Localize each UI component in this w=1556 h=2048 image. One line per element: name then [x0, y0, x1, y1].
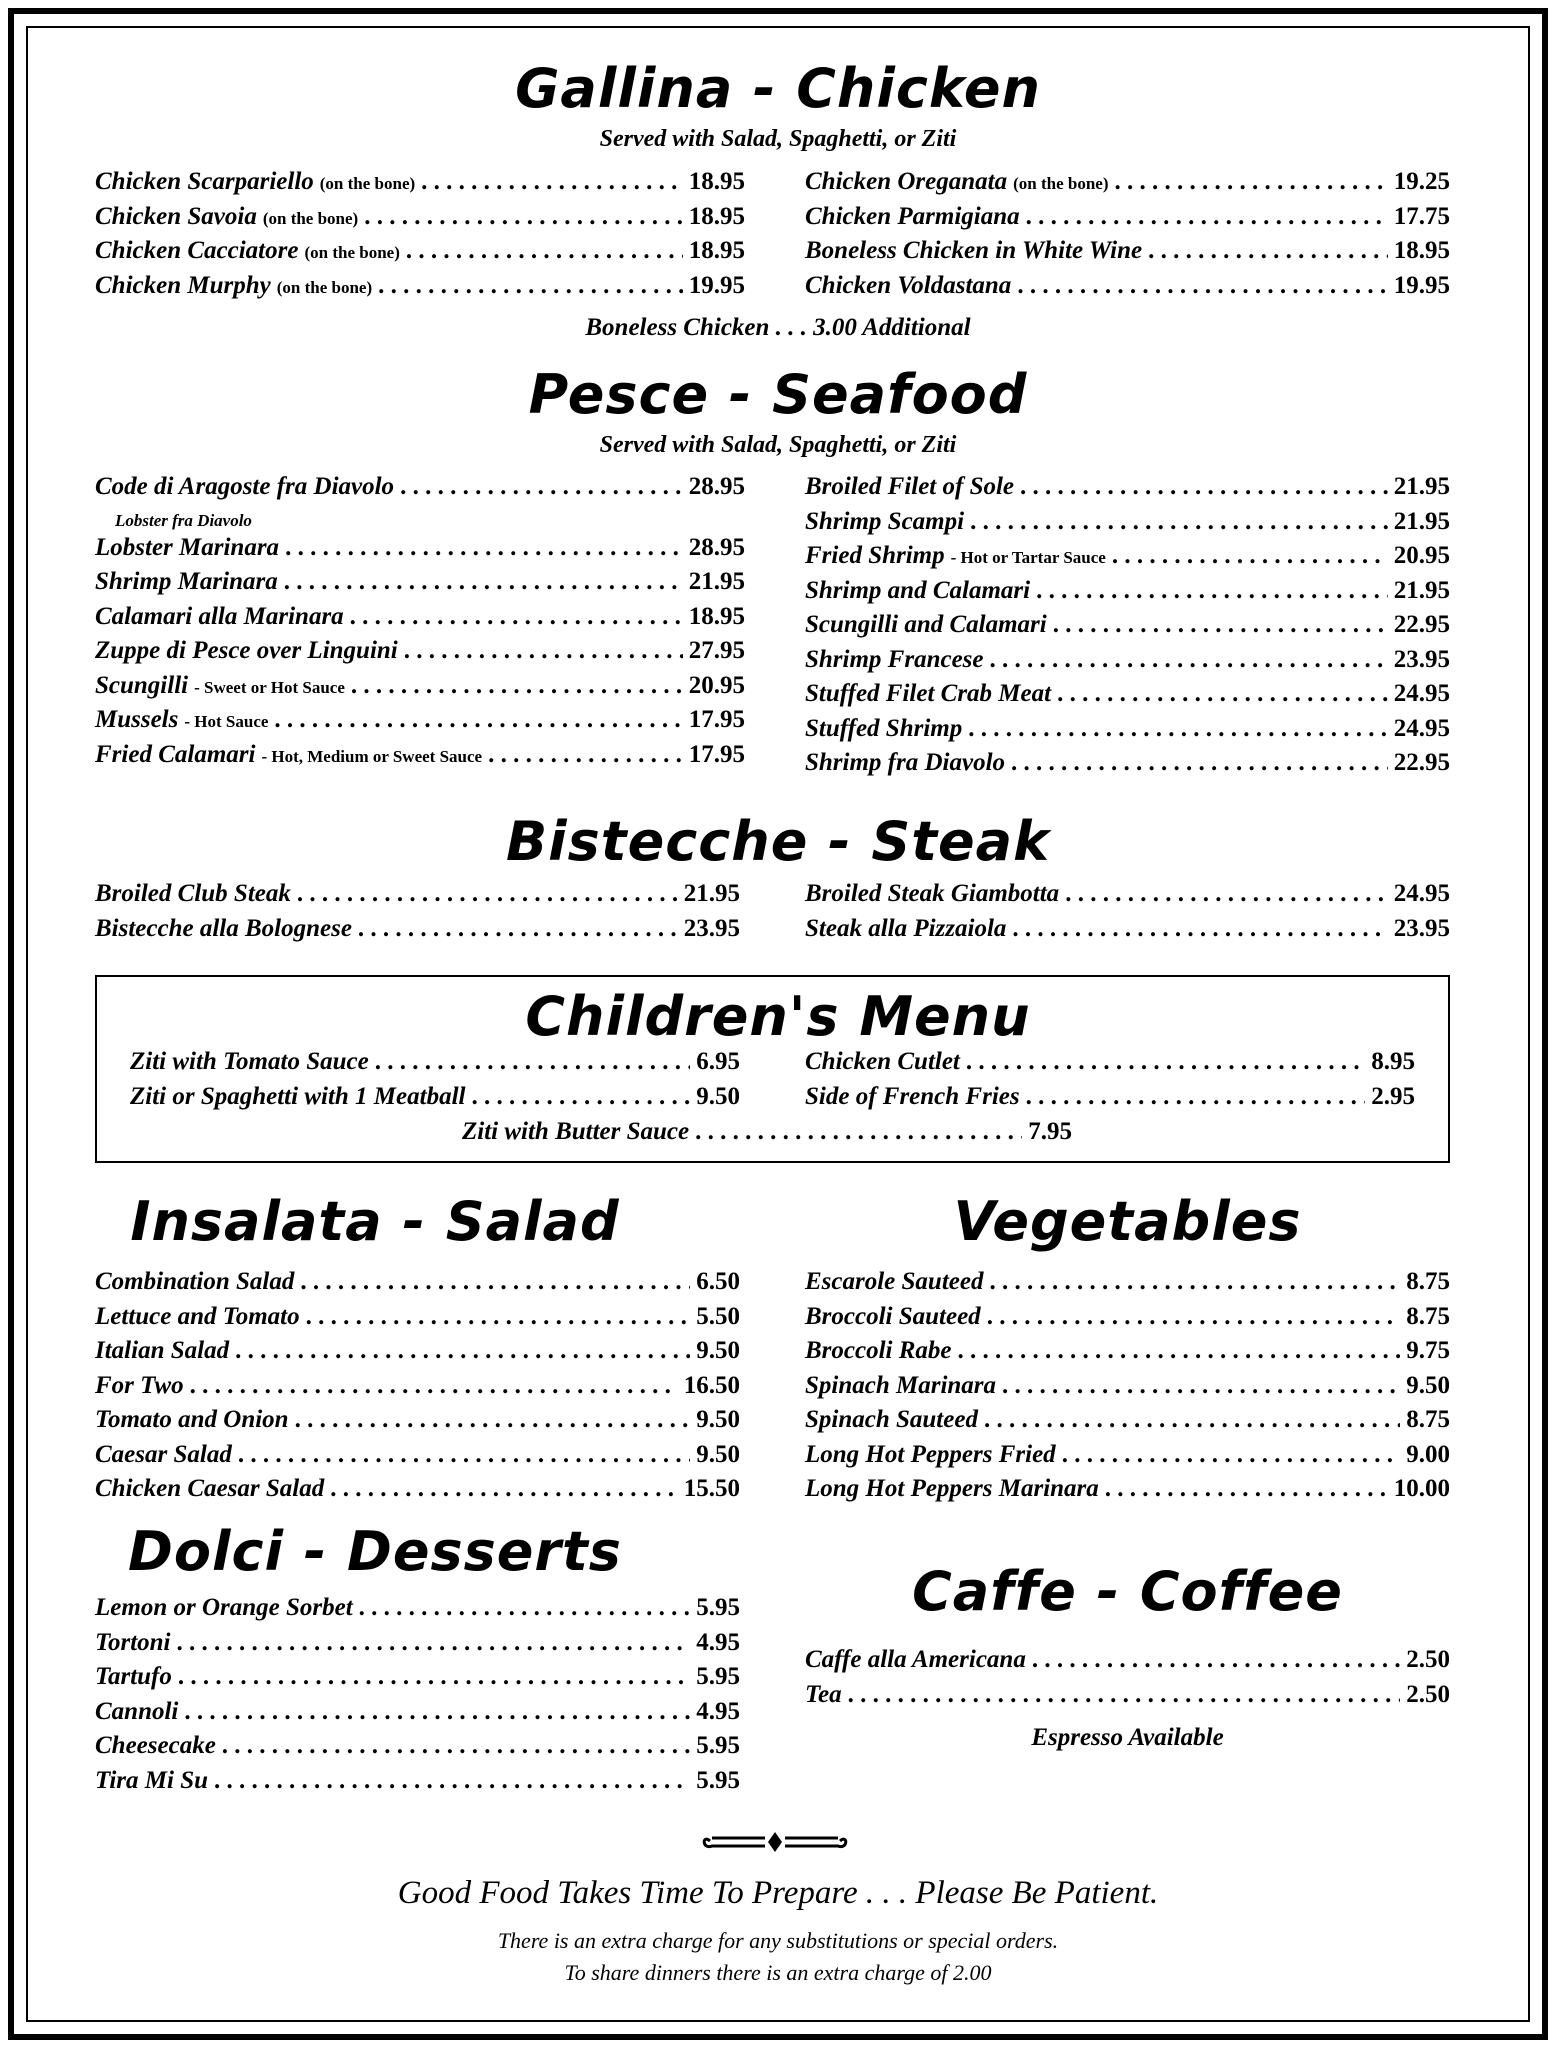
menu-item-note: (on the bone) [262, 208, 359, 228]
menu-item [95, 1767, 740, 1802]
menu-item [95, 741, 745, 776]
dot-leader [406, 237, 683, 265]
menu-item-name: Shrimp and Calamari [805, 576, 1031, 604]
dot-leader [1032, 1646, 1400, 1674]
dot-leader [1020, 473, 1388, 501]
dot-leader [1057, 680, 1388, 708]
dot-leader [238, 1441, 690, 1469]
menu-item-name: Calamari alla Marinara [95, 602, 344, 630]
menu-item-price: 23.95 [1393, 645, 1450, 673]
menu-item [805, 508, 1450, 543]
menu-item-price: 10.00 [1393, 1475, 1450, 1502]
childrens-center-list [462, 1118, 1072, 1153]
menu-item-name: Chicken Murphy [95, 271, 271, 299]
substitution-note: There is an extra charge for any substitutions or special orders. [497, 1928, 1059, 1953]
menu-item-price: 21.95 [1393, 507, 1450, 535]
menu-item-name: Chicken Caesar Salad [95, 1475, 325, 1502]
dot-leader [1011, 749, 1388, 777]
menu-item-name: Scungilli and Calamari [805, 611, 1047, 638]
dot-leader [364, 203, 683, 231]
dot-leader [968, 715, 1388, 743]
dot-leader [1036, 577, 1388, 605]
chicken-served-note: Served with Salad, Spaghetti, or Ziti [599, 126, 957, 152]
menu-item-name: Shrimp Francese [805, 645, 984, 673]
menu-item-price: 9.50 [696, 1337, 740, 1364]
menu-item-price: 23.95 [1393, 914, 1450, 942]
menu-item [805, 473, 1450, 508]
salad-heading: Insalata - Salad [130, 1190, 620, 1253]
menu-item [95, 915, 740, 950]
menu-item [805, 1681, 1450, 1716]
menu-item-name: Chicken Voldastana [805, 271, 1012, 299]
menu-item-price: 9.50 [696, 1406, 740, 1433]
flourish-ornament-icon [700, 1826, 850, 1856]
sharing-note: To share dinners there is an extra charge of 2.00 [564, 1960, 992, 1985]
menu-item-note: - Hot Sauce [184, 712, 269, 731]
dot-leader [966, 1048, 1365, 1076]
menu-item [805, 577, 1450, 612]
dot-leader [222, 1732, 690, 1760]
menu-item-price: 8.75 [1406, 1406, 1450, 1433]
dot-leader [285, 534, 683, 562]
desserts-list [95, 1594, 740, 1801]
menu-item-name: Fried Calamari [95, 740, 256, 768]
menu-item-name: Boneless Chicken in White Wine [805, 237, 1143, 264]
menu-item-subline: Lobster fra Diavolo [115, 510, 252, 530]
menu-item-note: (on the bone) [319, 174, 416, 193]
menu-item-price: 18.95 [1393, 237, 1450, 264]
menu-item [95, 1406, 740, 1441]
salad-list [95, 1268, 740, 1510]
menu-item [805, 915, 1450, 950]
dot-leader [190, 1372, 678, 1400]
menu-item-price: 17.75 [1393, 202, 1450, 230]
dot-leader [375, 1048, 691, 1076]
dot-leader [471, 1083, 690, 1111]
menu-item [95, 603, 745, 638]
menu-item-note: - Sweet or Hot Sauce [194, 677, 345, 697]
menu-item [95, 203, 745, 238]
dot-leader [274, 706, 682, 734]
menu-item [805, 1337, 1450, 1372]
menu-item-name: Shrimp Scampi [805, 507, 965, 535]
menu-item-name: Tortoni [95, 1628, 171, 1656]
menu-item-name: Lemon or Orange Sorbet [95, 1594, 353, 1621]
steak-left-list [95, 880, 740, 949]
dot-leader [235, 1337, 690, 1365]
menu-item-price: 18.95 [688, 602, 745, 630]
childrens-left-list [130, 1048, 740, 1117]
menu-item [805, 1406, 1450, 1441]
menu-item-price: 17.95 [688, 706, 745, 733]
menu-item-price: 8.75 [1406, 1268, 1450, 1295]
menu-item-name: Cheesecake [95, 1732, 216, 1759]
dot-leader [848, 1681, 1401, 1709]
menu-item-price: 27.95 [688, 637, 745, 664]
chicken-heading: Gallina - Chicken [515, 57, 1041, 120]
menu-item-price: 4.95 [696, 1697, 740, 1725]
menu-item-note: (on the bone) [1013, 174, 1109, 193]
dot-leader [1002, 1372, 1400, 1400]
dot-leader [295, 1406, 691, 1434]
menu-item-price: 21.95 [683, 880, 740, 907]
menu-item-name: Combination Salad [95, 1268, 295, 1295]
menu-item-price: 5.95 [696, 1594, 740, 1621]
menu-item-price: 2.95 [1371, 1082, 1415, 1110]
menu-item-name: For Two [95, 1371, 184, 1399]
boneless-note: Boneless Chicken . . . 3.00 Additional [585, 314, 971, 341]
menu-item [95, 1337, 740, 1372]
menu-item-name: Broiled Filet of Sole [805, 473, 1015, 500]
dot-leader [1062, 1441, 1401, 1469]
menu-item-price: 28.95 [688, 533, 745, 561]
childrens-right-list [805, 1048, 1415, 1117]
dot-leader [1105, 1475, 1388, 1503]
menu-item [805, 237, 1450, 272]
menu-item-price: 9.50 [696, 1440, 740, 1468]
seafood-left-list [95, 473, 745, 775]
menu-item-price: 18.95 [688, 237, 745, 264]
menu-item-price: 24.95 [1393, 880, 1450, 907]
menu-item [95, 672, 745, 707]
coffee-list [805, 1646, 1450, 1715]
menu-item [95, 880, 740, 915]
dot-leader [404, 637, 683, 665]
menu-item [805, 542, 1450, 577]
coffee-heading: Caffe - Coffee [912, 1560, 1343, 1623]
menu-item-name: Code di Aragoste fra Diavolo [95, 473, 395, 500]
menu-item-name: Escarole Sauteed [805, 1268, 984, 1295]
menu-item-name: Tea [805, 1680, 842, 1708]
menu-item [95, 272, 745, 307]
dot-leader [214, 1767, 690, 1795]
seafood-served-note: Served with Salad, Spaghetti, or Ziti [599, 432, 957, 458]
dot-leader [177, 1629, 691, 1657]
menu-item-price: 19.95 [688, 271, 745, 299]
menu-item [95, 706, 745, 741]
menu-item-price: 9.75 [1406, 1337, 1450, 1364]
menu-item-price: 2.50 [1406, 1646, 1450, 1673]
menu-item [95, 637, 745, 672]
dot-leader [400, 473, 683, 501]
dot-leader [178, 1663, 690, 1691]
menu-item-name: Shrimp fra Diavolo [805, 749, 1006, 776]
menu-item [805, 880, 1450, 915]
menu-item-name: Stuffed Shrimp [805, 714, 963, 742]
menu-item-name: Zuppe di Pesce over Linguini [95, 637, 398, 664]
menu-item-name: Caffe alla Americana [805, 1646, 1026, 1673]
menu-item-name: Broccoli Rabe [805, 1337, 952, 1364]
childrens-heading: Children's Menu [525, 985, 1031, 1048]
menu-item [95, 1732, 740, 1767]
menu-item-price: 18.95 [688, 202, 745, 230]
menu-item-name: Chicken Scarpariello [95, 168, 314, 195]
menu-item-price: 28.95 [688, 473, 745, 500]
menu-item-price: 21.95 [1393, 473, 1450, 500]
dot-leader [1053, 611, 1388, 639]
menu-item [805, 1372, 1450, 1407]
menu-item-note: - Hot, Medium or Sweet Sauce [261, 746, 483, 766]
menu-item-price: 7.95 [1028, 1118, 1072, 1145]
dot-leader [970, 508, 1388, 536]
menu-item [95, 534, 745, 569]
menu-item-price: 9.50 [696, 1082, 740, 1110]
menu-item-name: Tira Mi Su [95, 1766, 209, 1794]
menu-item-price: 19.95 [1393, 271, 1450, 299]
steak-heading: Bistecche - Steak [505, 810, 1051, 873]
menu-item-price: 5.50 [696, 1302, 740, 1330]
dot-leader [284, 568, 683, 596]
menu-item-note: (on the bone) [276, 277, 373, 297]
menu-item-name: Chicken Parmigiana [805, 202, 1020, 230]
dot-leader [1026, 203, 1388, 231]
menu-item-name: Broiled Steak Giambotta [805, 880, 1060, 907]
menu-item [95, 1268, 740, 1303]
menu-item [805, 1083, 1415, 1118]
menu-item [95, 1698, 740, 1733]
menu-item-name: Broccoli Sauteed [805, 1302, 981, 1330]
menu-item [95, 168, 745, 203]
menu-item-price: 9.50 [1406, 1371, 1450, 1399]
menu-item-name: Long Hot Peppers Marinara [805, 1475, 1099, 1502]
dot-leader [1012, 915, 1387, 943]
menu-item [805, 1048, 1415, 1083]
menu-item-name: Scungilli [95, 671, 189, 699]
dot-leader [989, 1268, 1400, 1296]
dot-leader [1115, 168, 1388, 196]
menu-item-price: 17.95 [688, 740, 745, 768]
menu-item [805, 749, 1450, 784]
dot-leader [1026, 1083, 1366, 1111]
menu-item-price: 20.95 [688, 671, 745, 699]
menu-item [95, 237, 745, 272]
dot-leader [300, 1268, 690, 1296]
dot-leader [1148, 237, 1388, 265]
menu-item-price: 20.95 [1393, 542, 1450, 569]
menu-item-name: Shrimp Marinara [95, 568, 278, 595]
menu-item-price: 6.95 [696, 1048, 740, 1075]
seafood-right-list [805, 473, 1450, 784]
menu-item-name: Italian Salad [95, 1337, 230, 1364]
menu-item [805, 203, 1450, 238]
menu-item-name: Mussels [95, 706, 179, 733]
menu-item [95, 568, 745, 603]
menu-item-price: 23.95 [683, 914, 740, 942]
menu-item-name: Chicken Cacciatore [95, 237, 299, 264]
menu-item-price: 8.95 [1371, 1048, 1415, 1075]
menu-item-name: Ziti with Tomato Sauce [130, 1048, 369, 1075]
menu-item-price: 5.95 [696, 1663, 740, 1690]
menu-item-name: Lobster Marinara [95, 533, 280, 561]
menu-item-price: 24.95 [1393, 714, 1450, 742]
menu-item-name: Ziti with Butter Sauce [462, 1118, 690, 1145]
menu-item-name: Tartufo [95, 1663, 172, 1690]
dot-leader [488, 741, 683, 769]
menu-item-name: Side of French Fries [805, 1082, 1020, 1110]
dot-leader [958, 1337, 1401, 1365]
menu-item-price: 4.95 [696, 1628, 740, 1656]
menu-item-name: Ziti or Spaghetti with 1 Meatball [130, 1082, 466, 1110]
menu-item [805, 272, 1450, 307]
dot-leader [358, 915, 678, 943]
dot-leader [1017, 272, 1387, 300]
menu-item-price: 21.95 [688, 568, 745, 595]
menu-item [805, 1303, 1450, 1338]
menu-item-price: 19.25 [1393, 168, 1450, 195]
menu-item [95, 1629, 740, 1664]
menu-item-name: Chicken Oreganata [805, 168, 1008, 195]
menu-item [95, 1594, 740, 1629]
menu-item-name: Broiled Club Steak [95, 880, 291, 907]
menu-item [805, 1268, 1450, 1303]
seafood-heading: Pesce - Seafood [528, 363, 1028, 426]
dot-leader [984, 1406, 1400, 1434]
menu-item [95, 1475, 740, 1510]
menu-item [805, 680, 1450, 715]
chicken-left-list [95, 168, 745, 306]
dot-leader [351, 672, 683, 700]
menu-item [805, 611, 1450, 646]
menu-item-name: Bistecche alla Bolognese [95, 914, 352, 942]
menu-item-name: Chicken Cutlet [805, 1048, 960, 1075]
vegetables-heading: Vegetables [953, 1190, 1302, 1253]
dot-leader [378, 272, 683, 300]
dot-leader [306, 1303, 691, 1331]
menu-item-price: 5.95 [696, 1732, 740, 1759]
menu-item-note: (on the bone) [304, 243, 400, 262]
dot-leader [990, 646, 1388, 674]
menu-item [95, 1372, 740, 1407]
chicken-right-list [805, 168, 1450, 306]
dot-leader [297, 880, 678, 908]
menu-item [130, 1083, 740, 1118]
dot-leader [359, 1594, 691, 1622]
menu-item-price: 8.75 [1406, 1302, 1450, 1330]
menu-item-price: 21.95 [1393, 576, 1450, 604]
dot-leader [330, 1475, 678, 1503]
menu-item-name: Chicken Savoia [95, 202, 257, 230]
menu-item-price: 9.00 [1406, 1440, 1450, 1468]
menu-item [805, 168, 1450, 203]
dot-leader [987, 1303, 1401, 1331]
menu-item-price: 22.95 [1393, 611, 1450, 638]
menu-item-price: 16.50 [683, 1371, 740, 1399]
menu-item-name: Cannoli [95, 1697, 179, 1725]
espresso-note: Espresso Available [1031, 1724, 1224, 1751]
menu-item-price: 6.50 [696, 1268, 740, 1295]
menu-item-name: Long Hot Peppers Fried [805, 1440, 1056, 1468]
menu-item-price: 22.95 [1393, 749, 1450, 776]
menu-item-price: 5.95 [696, 1766, 740, 1794]
dot-leader [695, 1118, 1022, 1146]
menu-item [95, 473, 745, 508]
desserts-heading: Dolci - Desserts [128, 1520, 622, 1583]
menu-item-name: Tomato and Onion [95, 1406, 289, 1433]
menu-item-price: 15.50 [683, 1475, 740, 1502]
steak-right-list [805, 880, 1450, 949]
menu-item-name: Spinach Sauteed [805, 1406, 978, 1433]
dot-leader [350, 603, 683, 631]
menu-item-name: Stuffed Filet Crab Meat [805, 680, 1052, 707]
menu-item [95, 1663, 740, 1698]
menu-item-name: Spinach Marinara [805, 1371, 997, 1399]
dot-leader [421, 168, 683, 196]
menu-item-name: Steak alla Pizzaiola [805, 914, 1007, 942]
menu-item [805, 646, 1450, 681]
menu-item [95, 1441, 740, 1476]
menu-item [130, 1048, 740, 1083]
menu-item-note: - Hot or Tartar Sauce [950, 548, 1106, 567]
menu-item [805, 715, 1450, 750]
menu-item [805, 1441, 1450, 1476]
menu-item [805, 1646, 1450, 1681]
dot-leader [1065, 880, 1388, 908]
menu-item-price: 2.50 [1406, 1680, 1450, 1708]
dot-leader [1112, 542, 1388, 570]
menu-item-price: 18.95 [688, 168, 745, 195]
menu-item-price: 24.95 [1393, 680, 1450, 707]
vegetables-list [805, 1268, 1450, 1510]
menu-item-name: Lettuce and Tomato [95, 1302, 300, 1330]
menu-item-name: Caesar Salad [95, 1440, 232, 1468]
menu-item [805, 1475, 1450, 1510]
menu-item [95, 1303, 740, 1338]
dot-leader [184, 1698, 690, 1726]
menu-item-name: Fried Shrimp [805, 542, 945, 569]
menu-item [462, 1118, 1072, 1153]
patience-tagline: Good Food Takes Time To Prepare . . . Please Be Patient. [397, 1875, 1159, 1911]
